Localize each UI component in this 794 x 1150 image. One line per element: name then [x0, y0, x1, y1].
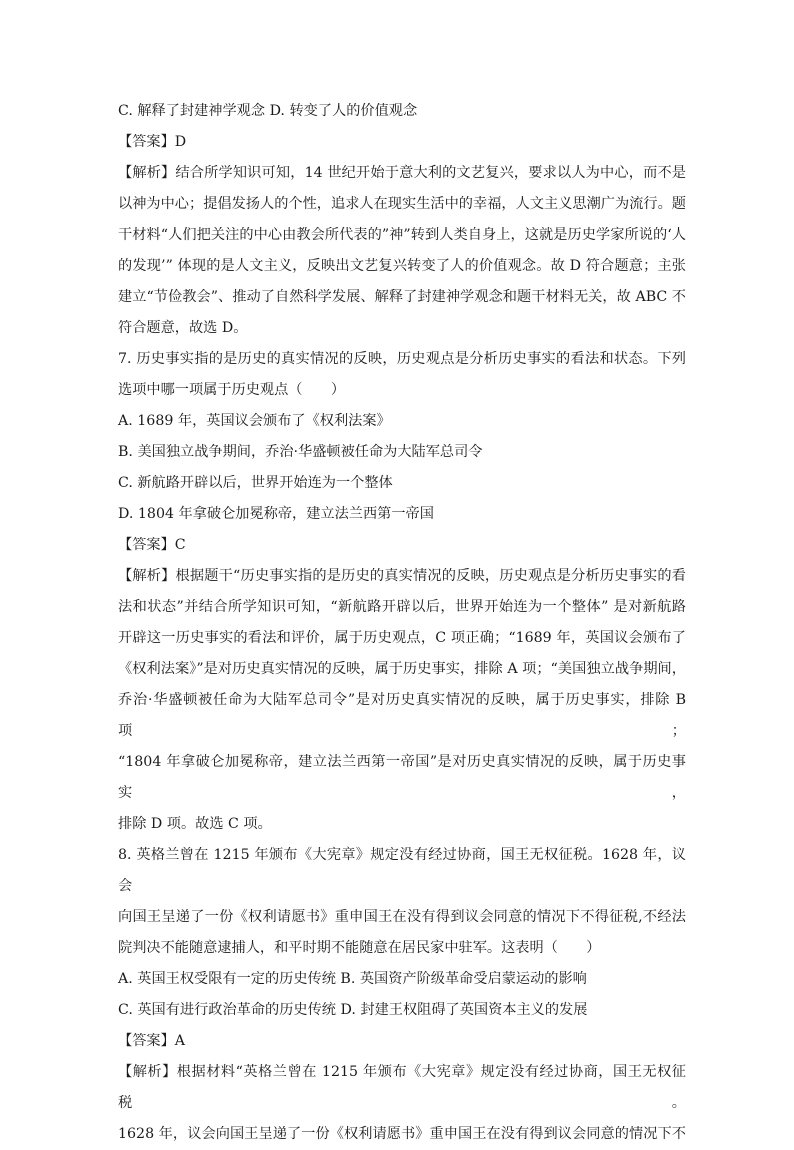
- q7-answer: 【答案】C: [118, 537, 186, 553]
- q8-stem-line-1: 8. 英格兰曾在 1215 年颁布《大宪章》规定没有经过协商，国王无权征税。1628 年，议会: [118, 847, 686, 894]
- q6-explanation-line-4: 的发现’” 体现的是人文主义，反映出文艺复兴转变了人的价值观念。故 D 符合题意；主张: [118, 258, 686, 274]
- q8-option-c-d: C. 英国有进行政治革命的历史传统 D. 封建王权阻碍了英国资本主义的发展: [118, 1002, 588, 1018]
- q7-explanation-line-6: “1804 年拿破仑加冕称帝，建立法兰西第一帝国”是对历史真实情况的反映，属于历史事实，: [118, 754, 686, 801]
- q7-explanation-line-2: 法和状态”并结合所学知识可知，“新航路开辟以后，世界开始连为一个整体” 是对新航路: [118, 599, 686, 615]
- q8-answer: 【答案】A: [118, 1033, 185, 1049]
- q6-explanation-line-6: 符合题意，故选 D。: [118, 320, 248, 336]
- q7-explanation-line-5: 乔治·华盛顿被任命为大陆军总司令”是对历史真实情况的反映，属于历史事实，排除 B 项；: [118, 692, 686, 739]
- q6-option-c-d: C. 解释了封建神学观念 D. 转变了人的价值观念: [118, 103, 418, 119]
- q7-explanation-line-4: 《权利法案》”是对历史真实情况的反映，属于历史事实，排除 A 项；“美国独立战争期间，: [118, 661, 686, 677]
- q7-stem-line-1: 7. 历史事实指的是历史的真实情况的反映，历史观点是分析历史事实的看法和状态。下列: [118, 351, 686, 367]
- q6-answer: 【答案】D: [118, 134, 187, 150]
- q8-explanation-line-2: 1628 年，议会向国王呈递了一份《权利请愿书》重申国王在没有得到议会同意的情况下不: [118, 1126, 686, 1142]
- q7-option-a: A. 1689 年，英国议会颁布了《权利法案》: [118, 413, 391, 429]
- q7-explanation-line-7: 排除 D 项。故选 C 项。: [118, 816, 272, 832]
- q6-explanation-line-3: 干材料“人们把关注的中心由教会所代表的”神”转到人类自身上，这就是历史学家所说的‘人: [118, 227, 686, 243]
- q6-explanation-line-1: 【解析】结合所学知识可知，14 世纪开始于意大利的文艺复兴，要求以人为中心，而不是: [118, 165, 686, 181]
- q6-explanation-line-5: 建立“节俭教会”、推动了自然科学发展、解释了封建神学观念和题干材料无关，故 ABC 不: [118, 289, 686, 305]
- q7-option-d: D. 1804 年拿破仑加冕称帝，建立法兰西第一帝国: [118, 506, 434, 522]
- q8-option-a-b: A. 英国王权受限有一定的历史传统 B. 英国资产阶级革命受启蒙运动的影响: [118, 971, 587, 987]
- q8-stem-line-2: 向国王呈递了一份《权利请愿书》重申国王在没有得到议会同意的情况下不得征税,不经法: [118, 909, 686, 925]
- q6-explanation-line-2: 以神为中心；提倡发扬人的个性，追求人在现实生活中的幸福，人文主义思潮广为流行。题: [118, 196, 686, 212]
- q8-stem-line-3: 院判决不能随意逮捕人，和平时期不能随意在居民家中驻军。这表明（ ）: [118, 940, 601, 956]
- document-page: [118, 96, 686, 1150]
- q7-explanation-line-1: 【解析】根据题干“历史事实指的是历史的真实情况的反映，历史观点是分析历史事实的看: [118, 568, 686, 584]
- q7-explanation-line-3: 开辟这一历史事实的看法和评价，属于历史观点，C 项正确；“1689 年，英国议会颁布了: [118, 630, 686, 646]
- q7-stem-line-2: 选项中哪一项属于历史观点（ ）: [118, 382, 346, 398]
- q8-explanation-line-1: 【解析】根据材料“英格兰曾在 1215 年颁布《大宪章》规定没有经过协商，国王无权征税。: [118, 1064, 686, 1111]
- q7-option-c: C. 新航路开辟以后，世界开始连为一个整体: [118, 475, 393, 491]
- q7-option-b: B. 美国独立战争期间，乔治·华盛顿被任命为大陆军总司令: [118, 444, 483, 460]
